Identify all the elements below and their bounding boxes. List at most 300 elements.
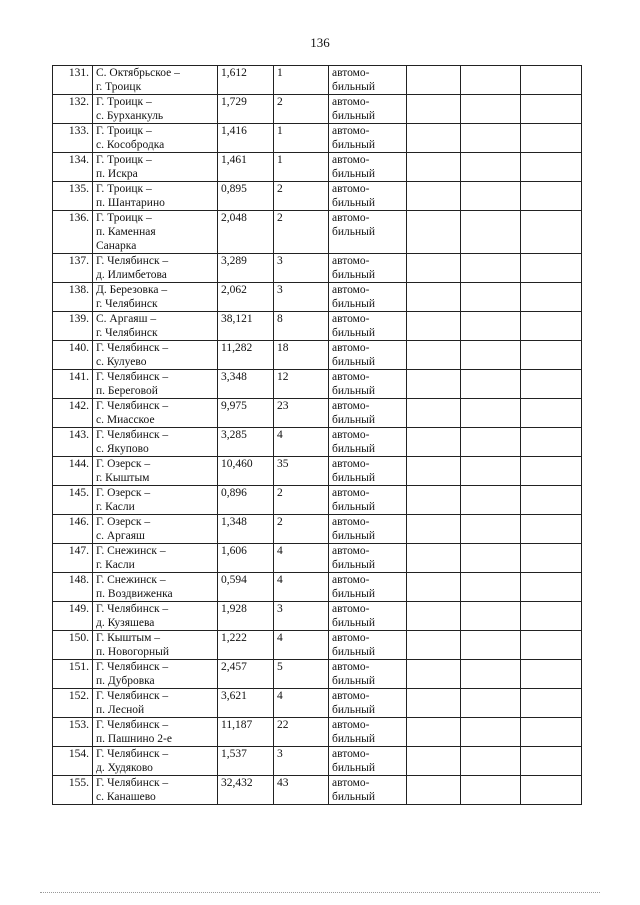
length-cell: 3,348 bbox=[218, 370, 274, 399]
route-cell bbox=[93, 515, 218, 544]
route-line: Д. Березовка – bbox=[96, 284, 168, 296]
route-line: Г. Челябинск – bbox=[96, 719, 169, 731]
count-cell: 1 bbox=[274, 66, 329, 95]
transport-type-line: бильный bbox=[332, 81, 376, 93]
count-cell: 3 bbox=[274, 747, 329, 776]
transport-type-line: автомо- bbox=[332, 183, 370, 195]
empty-cell-3 bbox=[521, 689, 582, 718]
route-cell bbox=[93, 66, 218, 95]
transport-type-line: бильный bbox=[332, 443, 376, 455]
empty-cell-1 bbox=[407, 341, 461, 370]
empty-cell-2 bbox=[461, 399, 521, 428]
route-line: п. Шантарино bbox=[96, 197, 165, 209]
table-row bbox=[53, 776, 582, 805]
empty-cell-2 bbox=[461, 631, 521, 660]
count-cell: 12 bbox=[274, 370, 329, 399]
row-number-cell: 155. bbox=[53, 776, 93, 805]
empty-cell-1 bbox=[407, 153, 461, 182]
table-row bbox=[53, 153, 582, 182]
transport-type-line: бильный bbox=[332, 168, 376, 180]
transport-type-line: автомо- bbox=[332, 67, 370, 79]
empty-cell-2 bbox=[461, 718, 521, 747]
transport-type-line: автомо- bbox=[332, 284, 370, 296]
empty-cell-3 bbox=[521, 718, 582, 747]
count-cell: 1 bbox=[274, 124, 329, 153]
empty-cell-2 bbox=[461, 66, 521, 95]
length-cell: 1,729 bbox=[218, 95, 274, 124]
length-cell: 0,896 bbox=[218, 486, 274, 515]
table-row bbox=[53, 515, 582, 544]
transport-type-line: автомо- bbox=[332, 719, 370, 731]
route-line: п. Пашнино 2-е bbox=[96, 733, 172, 745]
table-row bbox=[53, 689, 582, 718]
row-number-cell: 131. bbox=[53, 66, 93, 95]
empty-cell-3 bbox=[521, 95, 582, 124]
table-row bbox=[53, 428, 582, 457]
row-number-cell: 143. bbox=[53, 428, 93, 457]
table-row bbox=[53, 573, 582, 602]
route-line: Г. Снежинск – bbox=[96, 574, 166, 586]
route-cell bbox=[93, 182, 218, 211]
transport-type-cell bbox=[329, 211, 407, 254]
table-row bbox=[53, 95, 582, 124]
route-cell bbox=[93, 428, 218, 457]
route-line: с. Кособродка bbox=[96, 139, 165, 151]
length-cell: 0,895 bbox=[218, 182, 274, 211]
length-cell: 3,621 bbox=[218, 689, 274, 718]
route-line: г. Касли bbox=[96, 559, 135, 571]
row-number-cell: 151. bbox=[53, 660, 93, 689]
table-row bbox=[53, 341, 582, 370]
route-line: д. Худяково bbox=[96, 762, 153, 774]
transport-type-line: автомо- bbox=[332, 96, 370, 108]
row-number-cell: 134. bbox=[53, 153, 93, 182]
transport-type-line: бильный bbox=[332, 762, 376, 774]
empty-cell-3 bbox=[521, 544, 582, 573]
length-cell: 0,594 bbox=[218, 573, 274, 602]
route-line: г. Троицк bbox=[96, 81, 142, 93]
count-cell: 2 bbox=[274, 95, 329, 124]
transport-type-cell bbox=[329, 341, 407, 370]
route-line: п. Каменная bbox=[96, 226, 156, 238]
route-line: Г. Челябинск – bbox=[96, 748, 169, 760]
route-line: п. Дубровка bbox=[96, 675, 155, 687]
route-line: п. Береговой bbox=[96, 385, 158, 397]
route-line: п. Новогорный bbox=[96, 646, 170, 658]
transport-type-cell bbox=[329, 153, 407, 182]
transport-type-cell bbox=[329, 254, 407, 283]
empty-cell-3 bbox=[521, 631, 582, 660]
transport-type-cell bbox=[329, 312, 407, 341]
empty-cell-3 bbox=[521, 312, 582, 341]
transport-type-cell bbox=[329, 544, 407, 573]
transport-type-line: автомо- bbox=[332, 777, 370, 789]
empty-cell-1 bbox=[407, 124, 461, 153]
empty-cell-3 bbox=[521, 153, 582, 182]
transport-type-line: автомо- bbox=[332, 603, 370, 615]
count-cell: 2 bbox=[274, 515, 329, 544]
transport-type-line: автомо- bbox=[332, 125, 370, 137]
empty-cell-1 bbox=[407, 182, 461, 211]
route-line: Г. Озерск – bbox=[96, 458, 151, 470]
empty-cell-1 bbox=[407, 95, 461, 124]
count-cell: 43 bbox=[274, 776, 329, 805]
row-number-cell: 138. bbox=[53, 283, 93, 312]
transport-type-cell bbox=[329, 399, 407, 428]
transport-type-line: бильный bbox=[332, 530, 376, 542]
row-number-cell: 139. bbox=[53, 312, 93, 341]
route-line: д. Кузяшева bbox=[96, 617, 155, 629]
transport-type-line: бильный bbox=[332, 675, 376, 687]
transport-type-cell bbox=[329, 573, 407, 602]
transport-type-cell bbox=[329, 515, 407, 544]
table-row bbox=[53, 544, 582, 573]
route-line: Г. Челябинск – bbox=[96, 777, 169, 789]
transport-type-line: автомо- bbox=[332, 516, 370, 528]
empty-cell-1 bbox=[407, 776, 461, 805]
length-cell: 1,537 bbox=[218, 747, 274, 776]
transport-type-line: бильный bbox=[332, 791, 376, 803]
route-cell bbox=[93, 124, 218, 153]
route-line: п. Воздвиженка bbox=[96, 588, 173, 600]
row-number-cell: 147. bbox=[53, 544, 93, 573]
transport-type-line: автомо- bbox=[332, 313, 370, 325]
table-row bbox=[53, 486, 582, 515]
row-number-cell: 145. bbox=[53, 486, 93, 515]
route-line: Г. Троицк – bbox=[96, 125, 152, 137]
transport-type-line: автомо- bbox=[332, 545, 370, 557]
empty-cell-2 bbox=[461, 370, 521, 399]
count-cell: 3 bbox=[274, 602, 329, 631]
empty-cell-2 bbox=[461, 428, 521, 457]
empty-cell-3 bbox=[521, 486, 582, 515]
route-cell bbox=[93, 370, 218, 399]
transport-type-line: бильный bbox=[332, 298, 376, 310]
row-number-cell: 133. bbox=[53, 124, 93, 153]
route-line: г. Касли bbox=[96, 501, 135, 513]
empty-cell-3 bbox=[521, 182, 582, 211]
transport-type-line: бильный bbox=[332, 110, 376, 122]
table-row bbox=[53, 660, 582, 689]
transport-type-line: бильный bbox=[332, 327, 376, 339]
route-cell bbox=[93, 747, 218, 776]
count-cell: 2 bbox=[274, 182, 329, 211]
empty-cell-1 bbox=[407, 515, 461, 544]
row-number-cell: 140. bbox=[53, 341, 93, 370]
row-number-cell: 132. bbox=[53, 95, 93, 124]
transport-type-line: автомо- bbox=[332, 632, 370, 644]
empty-cell-2 bbox=[461, 689, 521, 718]
empty-cell-2 bbox=[461, 182, 521, 211]
transport-type-line: бильный bbox=[332, 356, 376, 368]
length-cell: 1,348 bbox=[218, 515, 274, 544]
route-line: Г. Троицк – bbox=[96, 154, 152, 166]
route-line: п. Искра bbox=[96, 168, 138, 180]
length-cell: 3,289 bbox=[218, 254, 274, 283]
length-cell: 2,062 bbox=[218, 283, 274, 312]
row-number-cell: 146. bbox=[53, 515, 93, 544]
empty-cell-3 bbox=[521, 399, 582, 428]
empty-cell-3 bbox=[521, 283, 582, 312]
route-line: с. Якупово bbox=[96, 443, 149, 455]
transport-type-line: автомо- bbox=[332, 748, 370, 760]
count-cell: 23 bbox=[274, 399, 329, 428]
route-line: Г. Троицк – bbox=[96, 212, 152, 224]
length-cell: 11,187 bbox=[218, 718, 274, 747]
empty-cell-3 bbox=[521, 254, 582, 283]
route-line: Г. Челябинск – bbox=[96, 429, 169, 441]
transport-type-line: бильный bbox=[332, 269, 376, 281]
empty-cell-2 bbox=[461, 602, 521, 631]
empty-cell-1 bbox=[407, 486, 461, 515]
count-cell: 4 bbox=[274, 428, 329, 457]
empty-cell-1 bbox=[407, 283, 461, 312]
route-line: Г. Челябинск – bbox=[96, 603, 169, 615]
empty-cell-2 bbox=[461, 544, 521, 573]
empty-cell-3 bbox=[521, 515, 582, 544]
length-cell: 2,457 bbox=[218, 660, 274, 689]
length-cell: 2,048 bbox=[218, 211, 274, 254]
empty-cell-1 bbox=[407, 370, 461, 399]
route-cell bbox=[93, 602, 218, 631]
route-cell bbox=[93, 254, 218, 283]
route-line: г. Челябинск bbox=[96, 327, 158, 339]
empty-cell-2 bbox=[461, 486, 521, 515]
table-row bbox=[53, 457, 582, 486]
transport-type-line: автомо- bbox=[332, 661, 370, 673]
route-line: Г. Челябинск – bbox=[96, 690, 169, 702]
length-cell: 38,121 bbox=[218, 312, 274, 341]
transport-type-line: бильный bbox=[332, 733, 376, 745]
route-cell bbox=[93, 776, 218, 805]
empty-cell-2 bbox=[461, 124, 521, 153]
route-cell bbox=[93, 399, 218, 428]
route-line: Санарка bbox=[96, 240, 137, 252]
route-cell bbox=[93, 341, 218, 370]
route-cell bbox=[93, 457, 218, 486]
count-cell: 8 bbox=[274, 312, 329, 341]
empty-cell-3 bbox=[521, 370, 582, 399]
empty-cell-3 bbox=[521, 602, 582, 631]
transport-type-line: автомо- bbox=[332, 255, 370, 267]
transport-type-cell bbox=[329, 370, 407, 399]
empty-cell-3 bbox=[521, 211, 582, 254]
length-cell: 9,975 bbox=[218, 399, 274, 428]
transport-type-line: бильный bbox=[332, 197, 376, 209]
empty-cell-3 bbox=[521, 776, 582, 805]
transport-type-cell bbox=[329, 689, 407, 718]
empty-cell-2 bbox=[461, 515, 521, 544]
empty-cell-2 bbox=[461, 573, 521, 602]
empty-cell-1 bbox=[407, 399, 461, 428]
route-cell bbox=[93, 631, 218, 660]
route-line: С. Октябрьское – bbox=[96, 67, 180, 79]
route-line: с. Миасское bbox=[96, 414, 155, 426]
empty-cell-1 bbox=[407, 211, 461, 254]
transport-type-cell bbox=[329, 660, 407, 689]
length-cell: 1,222 bbox=[218, 631, 274, 660]
transport-type-line: автомо- bbox=[332, 429, 370, 441]
table-row bbox=[53, 631, 582, 660]
route-line: Г. Озерск – bbox=[96, 487, 151, 499]
row-number-cell: 154. bbox=[53, 747, 93, 776]
transport-type-line: бильный bbox=[332, 226, 376, 238]
empty-cell-2 bbox=[461, 312, 521, 341]
empty-cell-2 bbox=[461, 153, 521, 182]
empty-cell-1 bbox=[407, 602, 461, 631]
transport-type-cell bbox=[329, 283, 407, 312]
row-number-cell: 135. bbox=[53, 182, 93, 211]
page-bottom-rule bbox=[40, 892, 600, 893]
transport-type-line: бильный bbox=[332, 588, 376, 600]
route-line: Г. Челябинск – bbox=[96, 400, 169, 412]
route-line: г. Челябинск bbox=[96, 298, 158, 310]
table-row bbox=[53, 602, 582, 631]
empty-cell-2 bbox=[461, 457, 521, 486]
table-row bbox=[53, 370, 582, 399]
count-cell: 2 bbox=[274, 486, 329, 515]
table-row bbox=[53, 747, 582, 776]
route-line: г. Кыштым bbox=[96, 472, 150, 484]
route-cell bbox=[93, 544, 218, 573]
transport-type-line: автомо- bbox=[332, 400, 370, 412]
length-cell: 32,432 bbox=[218, 776, 274, 805]
route-line: Г. Снежинск – bbox=[96, 545, 166, 557]
transport-type-cell bbox=[329, 776, 407, 805]
transport-type-line: автомо- bbox=[332, 690, 370, 702]
transport-type-line: бильный bbox=[332, 139, 376, 151]
transport-type-cell bbox=[329, 631, 407, 660]
route-line: Г. Челябинск – bbox=[96, 255, 169, 267]
route-cell bbox=[93, 283, 218, 312]
row-number-cell: 152. bbox=[53, 689, 93, 718]
empty-cell-1 bbox=[407, 689, 461, 718]
row-number-cell: 153. bbox=[53, 718, 93, 747]
transport-type-line: бильный bbox=[332, 704, 376, 716]
transport-type-cell bbox=[329, 602, 407, 631]
length-cell: 3,285 bbox=[218, 428, 274, 457]
empty-cell-1 bbox=[407, 747, 461, 776]
transport-type-line: бильный bbox=[332, 385, 376, 397]
route-cell bbox=[93, 689, 218, 718]
transport-type-cell bbox=[329, 718, 407, 747]
empty-cell-1 bbox=[407, 254, 461, 283]
length-cell: 11,282 bbox=[218, 341, 274, 370]
table-row bbox=[53, 254, 582, 283]
routes-table-body bbox=[53, 66, 582, 805]
transport-type-cell bbox=[329, 182, 407, 211]
empty-cell-1 bbox=[407, 631, 461, 660]
transport-type-line: бильный bbox=[332, 414, 376, 426]
length-cell: 1,606 bbox=[218, 544, 274, 573]
route-cell bbox=[93, 312, 218, 341]
empty-cell-2 bbox=[461, 776, 521, 805]
routes-table bbox=[52, 65, 582, 805]
row-number-cell: 137. bbox=[53, 254, 93, 283]
route-line: Г. Челябинск – bbox=[96, 661, 169, 673]
table-row bbox=[53, 283, 582, 312]
empty-cell-1 bbox=[407, 312, 461, 341]
count-cell: 4 bbox=[274, 573, 329, 602]
route-line: С. Аргаяш – bbox=[96, 313, 157, 325]
transport-type-line: бильный bbox=[332, 617, 376, 629]
transport-type-cell bbox=[329, 486, 407, 515]
length-cell: 10,460 bbox=[218, 457, 274, 486]
route-cell bbox=[93, 718, 218, 747]
count-cell: 18 bbox=[274, 341, 329, 370]
count-cell: 2 bbox=[274, 211, 329, 254]
empty-cell-2 bbox=[461, 283, 521, 312]
empty-cell-1 bbox=[407, 660, 461, 689]
row-number-cell: 136. bbox=[53, 211, 93, 254]
table-row bbox=[53, 312, 582, 341]
length-cell: 1,928 bbox=[218, 602, 274, 631]
route-line: с. Кулуево bbox=[96, 356, 147, 368]
empty-cell-3 bbox=[521, 573, 582, 602]
route-line: Г. Челябинск – bbox=[96, 342, 169, 354]
transport-type-line: бильный bbox=[332, 559, 376, 571]
empty-cell-1 bbox=[407, 544, 461, 573]
count-cell: 22 bbox=[274, 718, 329, 747]
table-row bbox=[53, 182, 582, 211]
table-row bbox=[53, 399, 582, 428]
count-cell: 3 bbox=[274, 254, 329, 283]
empty-cell-3 bbox=[521, 457, 582, 486]
length-cell: 1,416 bbox=[218, 124, 274, 153]
empty-cell-1 bbox=[407, 66, 461, 95]
transport-type-line: автомо- bbox=[332, 212, 370, 224]
table-row bbox=[53, 718, 582, 747]
transport-type-line: бильный bbox=[332, 472, 376, 484]
route-cell bbox=[93, 211, 218, 254]
empty-cell-2 bbox=[461, 95, 521, 124]
route-line: с. Бурханкуль bbox=[96, 110, 164, 122]
length-cell: 1,461 bbox=[218, 153, 274, 182]
transport-type-line: автомо- bbox=[332, 458, 370, 470]
route-line: Г. Озерск – bbox=[96, 516, 151, 528]
table-row bbox=[53, 124, 582, 153]
route-line: Г. Челябинск – bbox=[96, 371, 169, 383]
transport-type-line: автомо- bbox=[332, 574, 370, 586]
count-cell: 4 bbox=[274, 631, 329, 660]
row-number-cell: 149. bbox=[53, 602, 93, 631]
table-row bbox=[53, 66, 582, 95]
transport-type-line: бильный bbox=[332, 501, 376, 513]
transport-type-cell bbox=[329, 66, 407, 95]
count-cell: 1 bbox=[274, 153, 329, 182]
row-number-cell: 141. bbox=[53, 370, 93, 399]
count-cell: 3 bbox=[274, 283, 329, 312]
route-cell bbox=[93, 153, 218, 182]
route-cell bbox=[93, 95, 218, 124]
empty-cell-2 bbox=[461, 660, 521, 689]
empty-cell-3 bbox=[521, 660, 582, 689]
empty-cell-3 bbox=[521, 66, 582, 95]
empty-cell-1 bbox=[407, 573, 461, 602]
count-cell: 4 bbox=[274, 544, 329, 573]
row-number-cell: 150. bbox=[53, 631, 93, 660]
route-line: д. Илимбетова bbox=[96, 269, 167, 281]
count-cell: 35 bbox=[274, 457, 329, 486]
table-row bbox=[53, 211, 582, 254]
route-line: с. Канашево bbox=[96, 791, 156, 803]
transport-type-line: автомо- bbox=[332, 371, 370, 383]
row-number-cell: 148. bbox=[53, 573, 93, 602]
transport-type-cell bbox=[329, 747, 407, 776]
count-cell: 4 bbox=[274, 689, 329, 718]
empty-cell-1 bbox=[407, 457, 461, 486]
empty-cell-3 bbox=[521, 341, 582, 370]
